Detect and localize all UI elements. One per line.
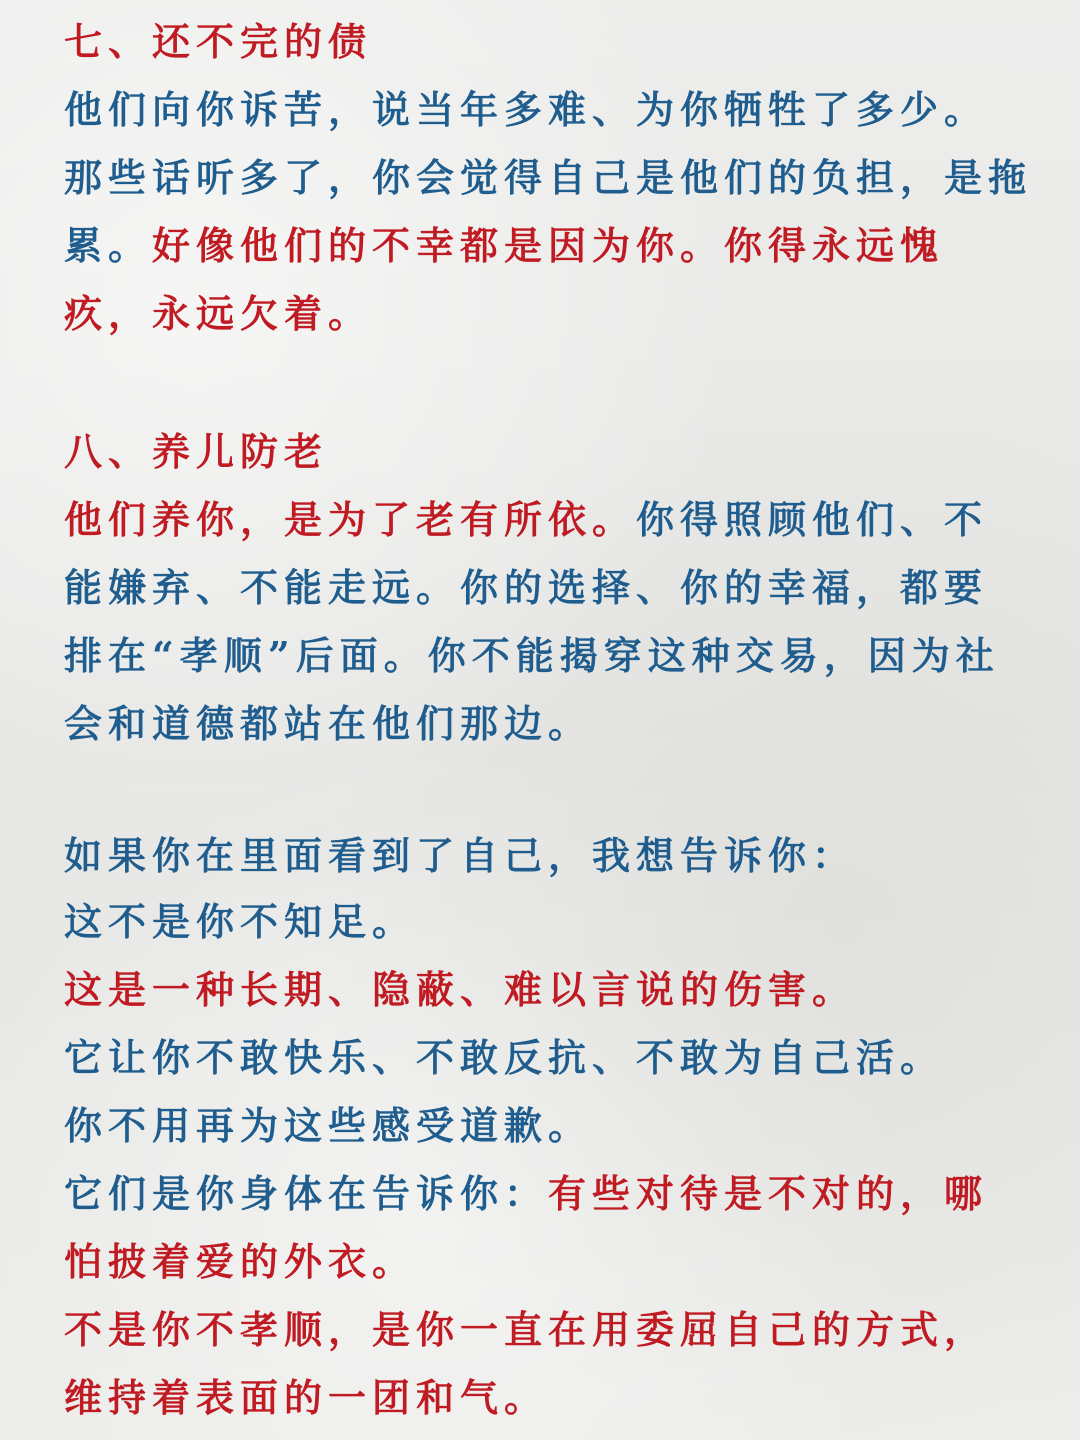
closing-line-4: 它让你不敢快乐、不敢反抗、不敢为自己活。 xyxy=(64,1035,945,1080)
section-8-line-1-blue-text: 你得照顾他们、不 xyxy=(636,497,989,542)
closing-line-6-blue-text: 它们是你身体在告诉你： xyxy=(64,1171,549,1216)
closing-line-1: 如果你在里面看到了自己，我想告诉你： xyxy=(64,833,857,878)
section-7-heading: 七、还不完的债 xyxy=(64,19,373,64)
section-7-line-3-blue-text: 累。 xyxy=(64,223,153,268)
section-8-line-2: 能嫌弃、不能走远。你的选择、你的幸福，都要 xyxy=(64,565,989,610)
section-8-line-1 xyxy=(64,486,1024,554)
closing-line-2: 这不是你不知足。 xyxy=(64,899,417,944)
section-7-line-4: 疚，永远欠着。 xyxy=(64,291,373,336)
section-7-line-3 xyxy=(64,212,1024,280)
closing-line-9: 维持着表面的一团和气。 xyxy=(64,1375,549,1420)
section-8-heading: 八、养儿防老 xyxy=(64,429,329,474)
section-8-line-4: 会和道德都站在他们那边。 xyxy=(64,701,593,746)
closing-line-5: 你不用再为这些感受道歉。 xyxy=(64,1103,593,1148)
section-7-line-1: 他们向你诉苦，说当年多难、为你牺牲了多少。 xyxy=(64,87,989,132)
closing-line-3: 这是一种长期、隐蔽、难以言说的伤害。 xyxy=(64,967,857,1012)
closing-line-6-red-text: 有些对待是不对的，哪 xyxy=(548,1171,989,1216)
closing-line-6 xyxy=(64,1160,1024,1228)
section-8-line-3: 排在“孝顺”后面。你不能揭穿这种交易，因为社 xyxy=(64,633,1000,678)
closing-line-7: 怕披着爱的外衣。 xyxy=(64,1239,417,1284)
section-7-line-2: 那些话听多了，你会觉得自己是他们的负担，是拖 xyxy=(64,155,1033,200)
closing-line-8: 不是你不孝顺，是你一直在用委屈自己的方式， xyxy=(64,1307,989,1352)
section-7-line-3-red-text: 好像他们的不幸都是因为你。你得永远愧 xyxy=(152,223,945,268)
section-8-line-1-red-text: 他们养你，是为了老有所依。 xyxy=(64,497,637,542)
